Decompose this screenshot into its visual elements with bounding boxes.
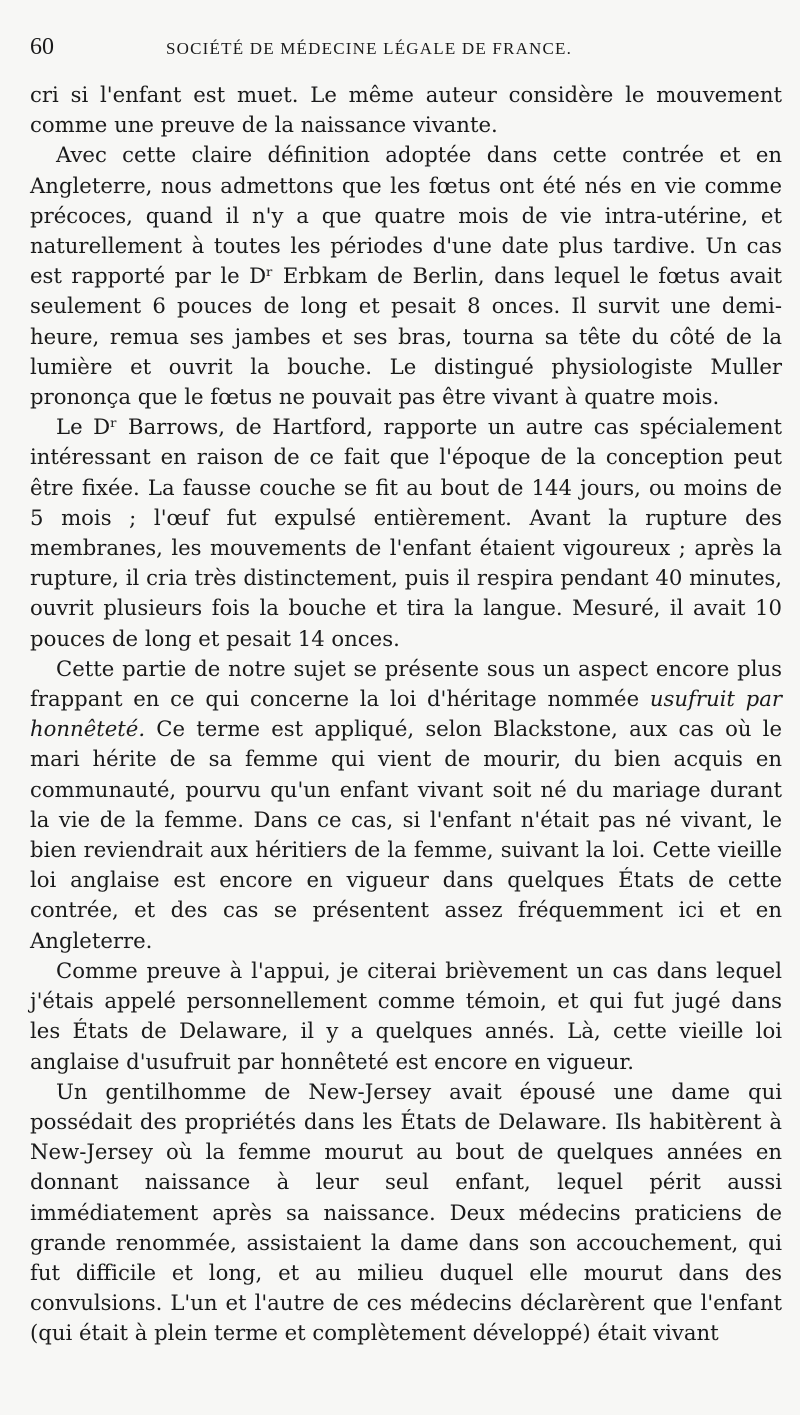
paragraph-text: Ce terme est appliqué, selon Blackstone, aux cas où le mari hérite de sa femme qui vient de mourir, du bien acquis en communauté, pourvu qu'un enfant vivant soit né du mariage durant la vie de la femme. Dans ce cas, si l'enfant n'était pas né vivant, le bien reviendrait aux héritiers de la femme, suivant la loi. Cette vieille loi anglaise est encore en vigueur dans quelques États de cette contrée, et des cas se présentent assez fréquemment ici et en Angleterre. [30,716,782,953]
page-number: 60 [30,34,54,60]
paragraph [30,654,782,956]
paragraph: Le Dʳ Barrows, de Hartford, rapporte un autre cas spécialement intéressant en raison de ce fait que l'époque de la conception peut être fixée. La fausse couche se fit au bout de 144 jours, ou moins de 5 mois ; l'œuf fut expulsé entièrement. Avant la rupture des membranes, les mouvements de l'enfant étaient vigoureux ; après la rupture, il cria très distinctement, puis il respira pendant 40 minutes, ouvrit plusieurs fois la bouche et tira la langue. Mesuré, il avait 10 pouces de long et pesait 14 onces. [30,414,782,651]
paragraph-text: Cette partie de notre sujet se présente sous un aspect encore plus frappant en ce qui concerne la loi d'héritage nommée [30,655,782,712]
italic-term: usufruit par honnêteté. [30,686,782,742]
body-text [30,80,782,1349]
page-header [30,34,782,74]
paragraph: Un gentilhomme de New-Jersey avait épousé une dame qui possédait des propriétés dans les États de Delaware. Ils habitèrent à New-Jersey où la femme mourut au bout de quelques années en donnant naissance à leur seul enfant, lequel périt aussi immédiatement après sa naissance. Deux médecins praticiens de grande renommée, assistaient la dame dans son accouchement, qui fut difficile et long, et au milieu duquel elle mourut dans des convulsions. L'un et l'autre de ces médecins déclarèrent que l'enfant (qui était à plein terme et complètement développé) était vivant [30,1078,782,1346]
paragraph: Comme preuve à l'appui, je citerai brièvement un cas dans lequel j'étais appelé personnellement comme témoin, et qui fut jugé dans les États de Delaware, il y a quelques annés. Là, cette vieille loi anglaise d'usufruit par honnêteté est encore en vigueur. [30,957,782,1074]
running-head: SOCIÉTÉ DE MÉDECINE LÉGALE DE FRANCE. [166,39,573,58]
paragraph-continuation: cri si l'enfant est muet. Le même auteur considère le mouvement comme une preuve de la naissance vivante. [30,82,782,138]
paragraph: Avec cette claire définition adoptée dans cette contrée et en Angleterre, nous admettons que les fœtus ont été nés en vie comme précoces, quand il n'y a que quatre mois de vie intra-utérine, et naturellement à toutes les périodes d'une date plus tardive. Un cas est rapporté par le Dʳ Erbkam de Berlin, dans lequel le fœtus avait seulement 6 pouces de long et pesait 8 onces. Il survit une demi-heure, remua ses jambes et ses bras, tourna sa tête du côté de la lumière et ouvrit la bouche. Le distingué physiologiste Muller prononça que le fœtus ne pouvait pas être vivant à quatre mois. [30,142,782,410]
